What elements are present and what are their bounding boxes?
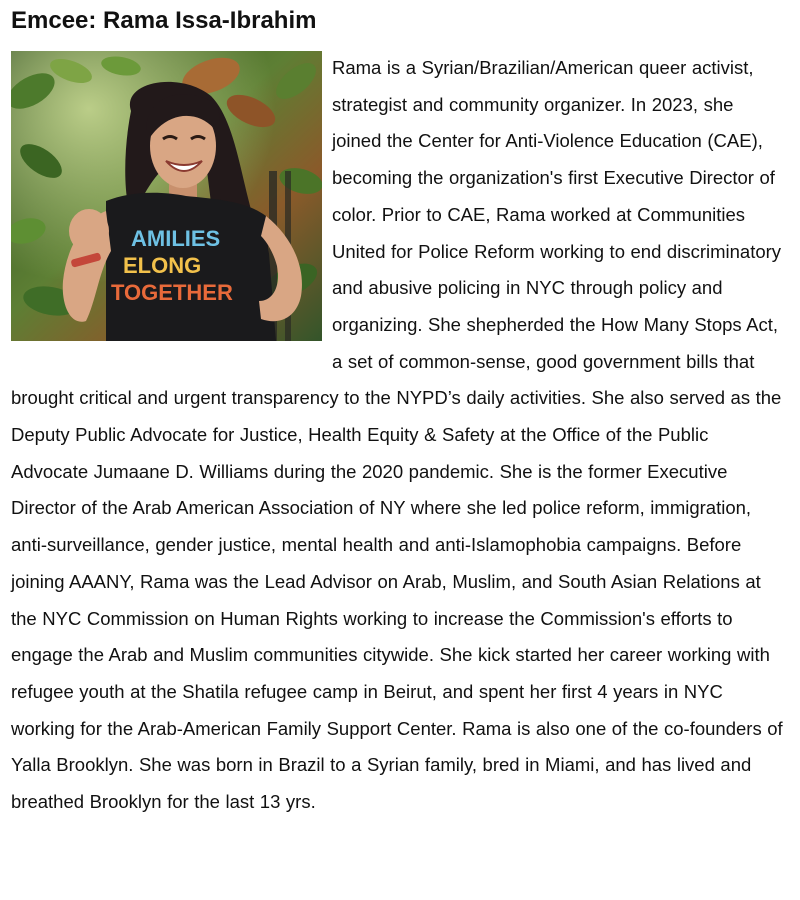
fist (69, 209, 109, 253)
portrait-illustration (11, 51, 322, 341)
portrait-photo (11, 51, 322, 341)
shirt-text-line-2: ELONG (123, 253, 202, 278)
page-title: Emcee: Rama Issa-Ibrahim (11, 7, 317, 34)
shirt-text-line-1: AMILIES (131, 226, 221, 251)
bio-section (11, 50, 786, 821)
bio-text: Rama is a Syrian/Brazilian/American queer activist, strategist and community organizer. In 2023, she joined the Center for Anti-Violence Education (CAE), becoming the organization's first Executive Director of color. Prior to CAE, Rama worked at Communities United for Police Reform working to end discriminatory and abusive policing in NYC through policy and organizing. She shepherded the How Many Stops Act, a set of common-sense, good government bills that brought critical and urgent transparency to the NYPD’s daily activities. She also served as the Deputy Public Advocate for Justice, Health Equity & Safety at the Office of the Public Advocate Jumaane D. Williams during the 2020 pandemic. She is the former Executive Director of the Arab American Association of NY where she led police reform, immigration, anti-surveillance, gender justice, mental health and anti-Islamophobia campaigns. Before joining AAANY, Rama was the Lead Advisor on Arab, Muslim, and South Asian Relations at the NYC Commission on Human Rights working to increase the Commission's efforts to engage the Arab and Muslim communities citywide. She kick started her career working with refugee youth at the Shatila refugee camp in Beirut, and spent her first 4 years in NYC working for the Arab-American Family Support Center. Rama is also one of the co-founders of Yalla Brooklyn. She was born in Brazil to a Syrian family, bred in Miami, and has lived and breathed Brooklyn for the last 13 yrs. (11, 57, 783, 813)
shirt-text-line-3: TOGETHER (111, 280, 233, 305)
